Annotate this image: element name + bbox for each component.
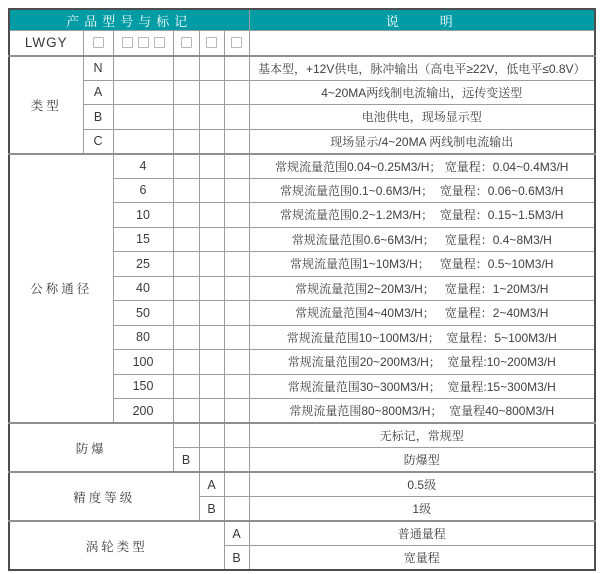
empty-cell [113, 80, 173, 105]
empty-cell [113, 105, 173, 130]
empty-cell [224, 276, 249, 301]
checkbox-icon [181, 37, 192, 48]
empty-cell [224, 497, 249, 522]
empty-cell [199, 154, 224, 179]
product-model-table [8, 8, 596, 571]
empty-cell [224, 399, 249, 424]
description-cell: 1级 [249, 497, 595, 522]
description-cell: 无标记，常规型 [249, 423, 595, 448]
code-cell: A [83, 80, 113, 105]
description-cell: 常规流量范围10~100M3/H； 宽量程：5~100M3/H [249, 325, 595, 350]
empty-cell [199, 252, 224, 277]
empty-cell [199, 203, 224, 228]
empty-cell [199, 80, 224, 105]
table-row [9, 56, 595, 81]
description-cell: 防爆型 [249, 448, 595, 473]
empty-cell [224, 203, 249, 228]
code-cell: 200 [113, 399, 173, 424]
model-digit-box-1 [83, 31, 113, 56]
empty-cell [173, 350, 199, 375]
code-cell: 15 [113, 227, 173, 252]
empty-cell [173, 399, 199, 424]
empty-cell [173, 129, 199, 154]
description-cell: 4~20MA两线制电流输出，远传变送型 [249, 80, 595, 105]
empty-cell [224, 423, 249, 448]
description-cell: 常规流量范围2~20M3/H； 宽量程：1~20M3/H [249, 276, 595, 301]
empty-cell [224, 374, 249, 399]
empty-cell [199, 276, 224, 301]
code-cell: 40 [113, 276, 173, 301]
description-cell: 常规流量范围0.04~0.25M3/H； 宽量程：0.04~0.4M3/H [249, 154, 595, 179]
code-cell: 80 [113, 325, 173, 350]
table-row [9, 423, 595, 448]
empty-cell [199, 374, 224, 399]
model-row [9, 31, 595, 56]
empty-cell [113, 129, 173, 154]
empty-cell [199, 350, 224, 375]
description-cell: 常规流量范围30~300M3/H； 宽量程:15~300M3/H [249, 374, 595, 399]
empty-cell [173, 301, 199, 326]
empty-cell [224, 80, 249, 105]
empty-cell [224, 350, 249, 375]
model-digit-box-3 [173, 31, 199, 56]
checkbox-icon [154, 37, 165, 48]
table-row [9, 105, 595, 130]
description-cell: 常规流量范围4~40M3/H； 宽量程：2~40M3/H [249, 301, 595, 326]
table-row [9, 129, 595, 154]
description-cell: 常规流量范围1~10M3/H； 宽量程：0.5~10M3/H [249, 252, 595, 277]
empty-cell [224, 178, 249, 203]
description-cell: 常规流量范围0.2~1.2M3/H； 宽量程：0.15~1.5M3/H [249, 203, 595, 228]
empty-cell [199, 423, 224, 448]
description-cell: 常规流量范围0.1~0.6M3/H； 宽量程：0.06~0.6M3/H [249, 178, 595, 203]
empty-cell [173, 203, 199, 228]
code-cell: 10 [113, 203, 173, 228]
empty-cell [224, 129, 249, 154]
checkbox-icon [231, 37, 242, 48]
section-label-explosion-proof: 防爆 [9, 423, 173, 472]
empty-cell [199, 301, 224, 326]
empty-cell [173, 154, 199, 179]
empty-cell [199, 448, 224, 473]
empty-cell [173, 252, 199, 277]
empty-cell [224, 301, 249, 326]
description-cell: 常规流量范围0.6~6M3/H； 宽量程：0.4~8M3/H [249, 227, 595, 252]
empty-cell [224, 472, 249, 497]
description-cell: 常规流量范围80~800M3/H； 宽量程40~800M3/H [249, 399, 595, 424]
empty-cell [173, 56, 199, 81]
empty-cell [224, 227, 249, 252]
description-cell: 现场显示/4~20MA 两线制电流输出 [249, 129, 595, 154]
description-cell [249, 31, 595, 56]
section-label-accuracy: 精度等级 [9, 472, 199, 521]
empty-cell [173, 227, 199, 252]
empty-cell [173, 325, 199, 350]
empty-cell [199, 399, 224, 424]
section-label-turbine-type: 涡轮类型 [9, 521, 224, 570]
checkbox-icon [206, 37, 217, 48]
description-header: 说 明 [249, 9, 595, 31]
description-cell: 宽量程 [249, 546, 595, 571]
code-cell: A [224, 521, 249, 546]
code-cell: A [199, 472, 224, 497]
code-cell: 150 [113, 374, 173, 399]
code-cell: B [224, 546, 249, 571]
empty-cell [113, 56, 173, 81]
empty-cell [224, 105, 249, 130]
empty-cell [199, 178, 224, 203]
empty-cell [173, 178, 199, 203]
empty-cell [224, 448, 249, 473]
empty-cell [173, 374, 199, 399]
empty-cell [199, 56, 224, 81]
description-cell: 普通量程 [249, 521, 595, 546]
code-cell: 6 [113, 178, 173, 203]
empty-cell [224, 252, 249, 277]
empty-cell [199, 227, 224, 252]
model-spec-header: 产品型号与标记 [9, 9, 249, 31]
description-cell: 0.5级 [249, 472, 595, 497]
checkbox-icon [122, 37, 133, 48]
code-cell [173, 423, 199, 448]
code-cell: N [83, 56, 113, 81]
section-label-type: 类型 [9, 56, 83, 154]
table-row [9, 80, 595, 105]
model-code: LWGY [9, 31, 83, 56]
table-row [9, 472, 595, 497]
empty-cell [224, 56, 249, 81]
table-row [9, 521, 595, 546]
model-digit-box-4 [199, 31, 224, 56]
code-cell: B [83, 105, 113, 130]
empty-cell [224, 154, 249, 179]
checkbox-icon [93, 37, 104, 48]
description-cell: 电池供电，现场显示型 [249, 105, 595, 130]
checkbox-icon [138, 37, 149, 48]
table-row [9, 154, 595, 179]
code-cell: B [173, 448, 199, 473]
empty-cell [224, 325, 249, 350]
code-cell: B [199, 497, 224, 522]
model-digit-box-2 [113, 31, 173, 56]
empty-cell [173, 105, 199, 130]
code-cell: 100 [113, 350, 173, 375]
code-cell: 50 [113, 301, 173, 326]
code-cell: 25 [113, 252, 173, 277]
description-cell: 基本型，+12V供电，脉冲输出（高电平≥22V，低电平≤0.8V） [249, 56, 595, 81]
model-digit-box-5 [224, 31, 249, 56]
description-cell: 常规流量范围20~200M3/H； 宽量程:10~200M3/H [249, 350, 595, 375]
table-header-row [9, 9, 595, 31]
empty-cell [173, 276, 199, 301]
empty-cell [199, 105, 224, 130]
code-cell: 4 [113, 154, 173, 179]
code-cell: C [83, 129, 113, 154]
empty-cell [199, 129, 224, 154]
empty-cell [199, 325, 224, 350]
empty-cell [173, 80, 199, 105]
section-label-diameter: 公称通径 [9, 154, 113, 424]
